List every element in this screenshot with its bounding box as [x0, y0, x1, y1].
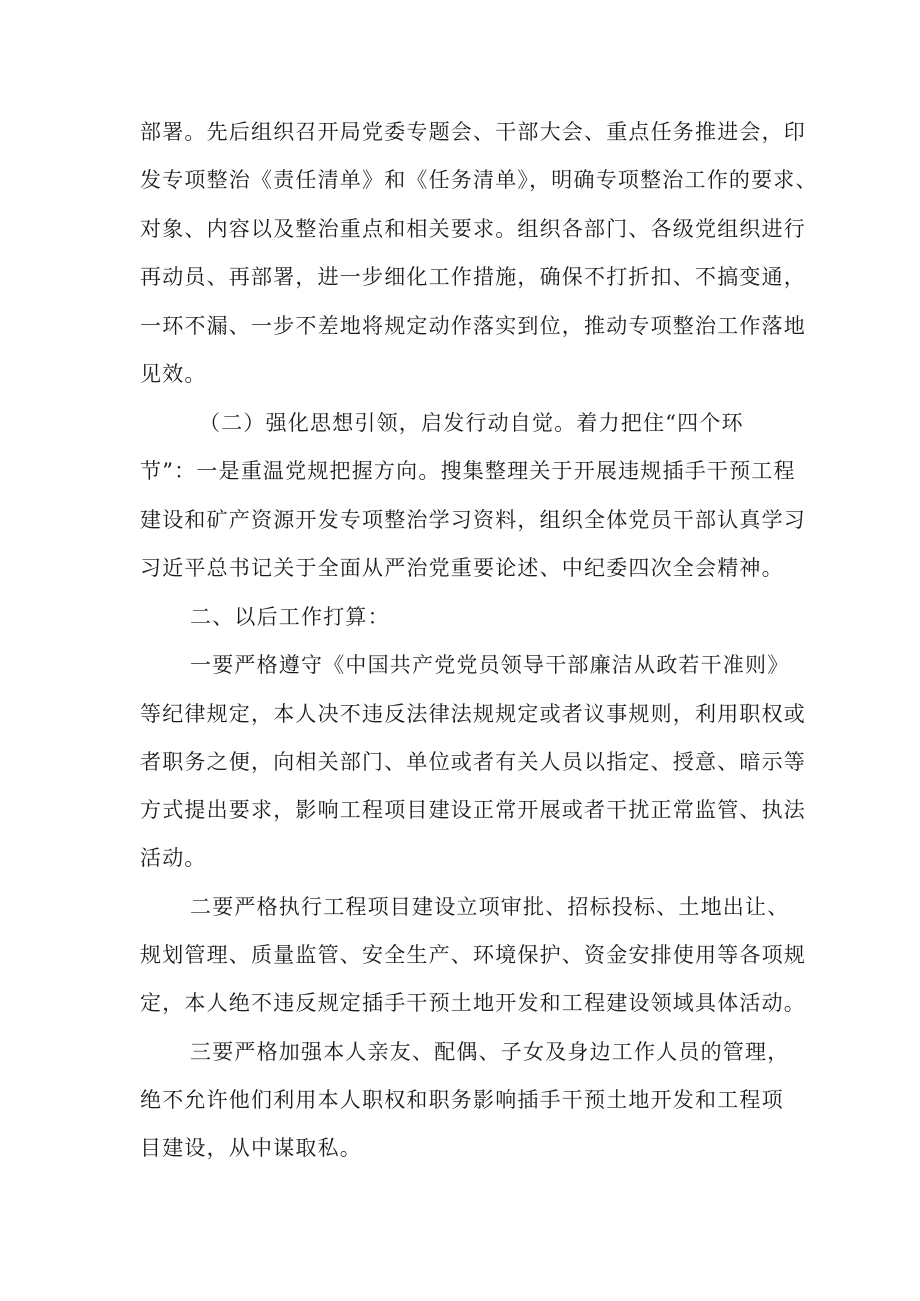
paragraph-1-line-4: 再动员、再部署，进一步细化工作措施，确保不打折扣、不搞变通， [140, 265, 806, 289]
paragraph-4-line-5: 活动。 [140, 846, 207, 870]
paragraph-1-line-3: 对象、内容以及整治重点和相关要求。组织各部门、各级党组织进行 [140, 217, 806, 241]
paragraph-5-line-1: 二要严格执行工程项目建设立项审批、招标投标、土地出让、 [190, 895, 790, 919]
paragraph-4-line-4: 方式提出要求，影响工程项目建设正常开展或者干扰正常监管、执法 [140, 798, 806, 822]
paragraph-1-line-2: 发专项整治《责任清单》和《任务清单》，明确专项整治工作的要求、 [140, 168, 818, 192]
section-heading: 二、以后工作打算： [190, 605, 390, 629]
paragraph-6-line-1: 三要严格加强本人亲友、配偶、子女及身边工作人员的管理， [190, 1040, 790, 1064]
paragraph-2-line-4: 习近平总书记关于全面从严治党重要论述、中纪委四次全会精神。 [140, 556, 784, 580]
paragraph-2-line-2: 节”：一是重温党规把握方向。搜集整理关于开展违规插手干预工程 [140, 459, 796, 483]
paragraph-1-line-5: 一环不漏、一步不差地将规定动作落实到位，推动专项整治工作落地 [140, 314, 806, 338]
paragraph-2-line-3: 建设和矿产资源开发专项整治学习资料，组织全体党员干部认真学习 [140, 508, 806, 532]
paragraph-4-line-2: 等纪律规定，本人决不违反法律法规规定或者议事规则，利用职权或 [140, 702, 806, 726]
paragraph-5-line-3: 定，本人绝不违反规定插手干预土地开发和工程建设领域具体活动。 [140, 991, 806, 1015]
paragraph-6-line-2: 绝不允许他们利用本人职权和职务影响插手干预土地开发和工程项 [140, 1088, 784, 1112]
paragraph-4-line-1: 一要严格遵守《中国共产党党员领导干部廉洁从政若干准则》 [190, 653, 790, 677]
paragraph-5-line-2: 规划管理、质量监管、安全生产、环境保护、资金安排使用等各项规 [140, 943, 806, 967]
paragraph-1-line-6: 见效。 [140, 362, 207, 386]
paragraph-1-line-1: 部署。先后组织召开局党委专题会、干部大会、重点任务推进会，印 [140, 120, 806, 144]
paragraph-4-line-3: 者职务之便，向相关部门、单位或者有关人员以指定、授意、暗示等 [140, 750, 806, 774]
paragraph-6-line-3: 目建设，从中谋取私。 [140, 1136, 362, 1160]
paragraph-2-line-1: （二）强化思想引领，启发行动自觉。着力把住“四个环 [199, 411, 744, 435]
